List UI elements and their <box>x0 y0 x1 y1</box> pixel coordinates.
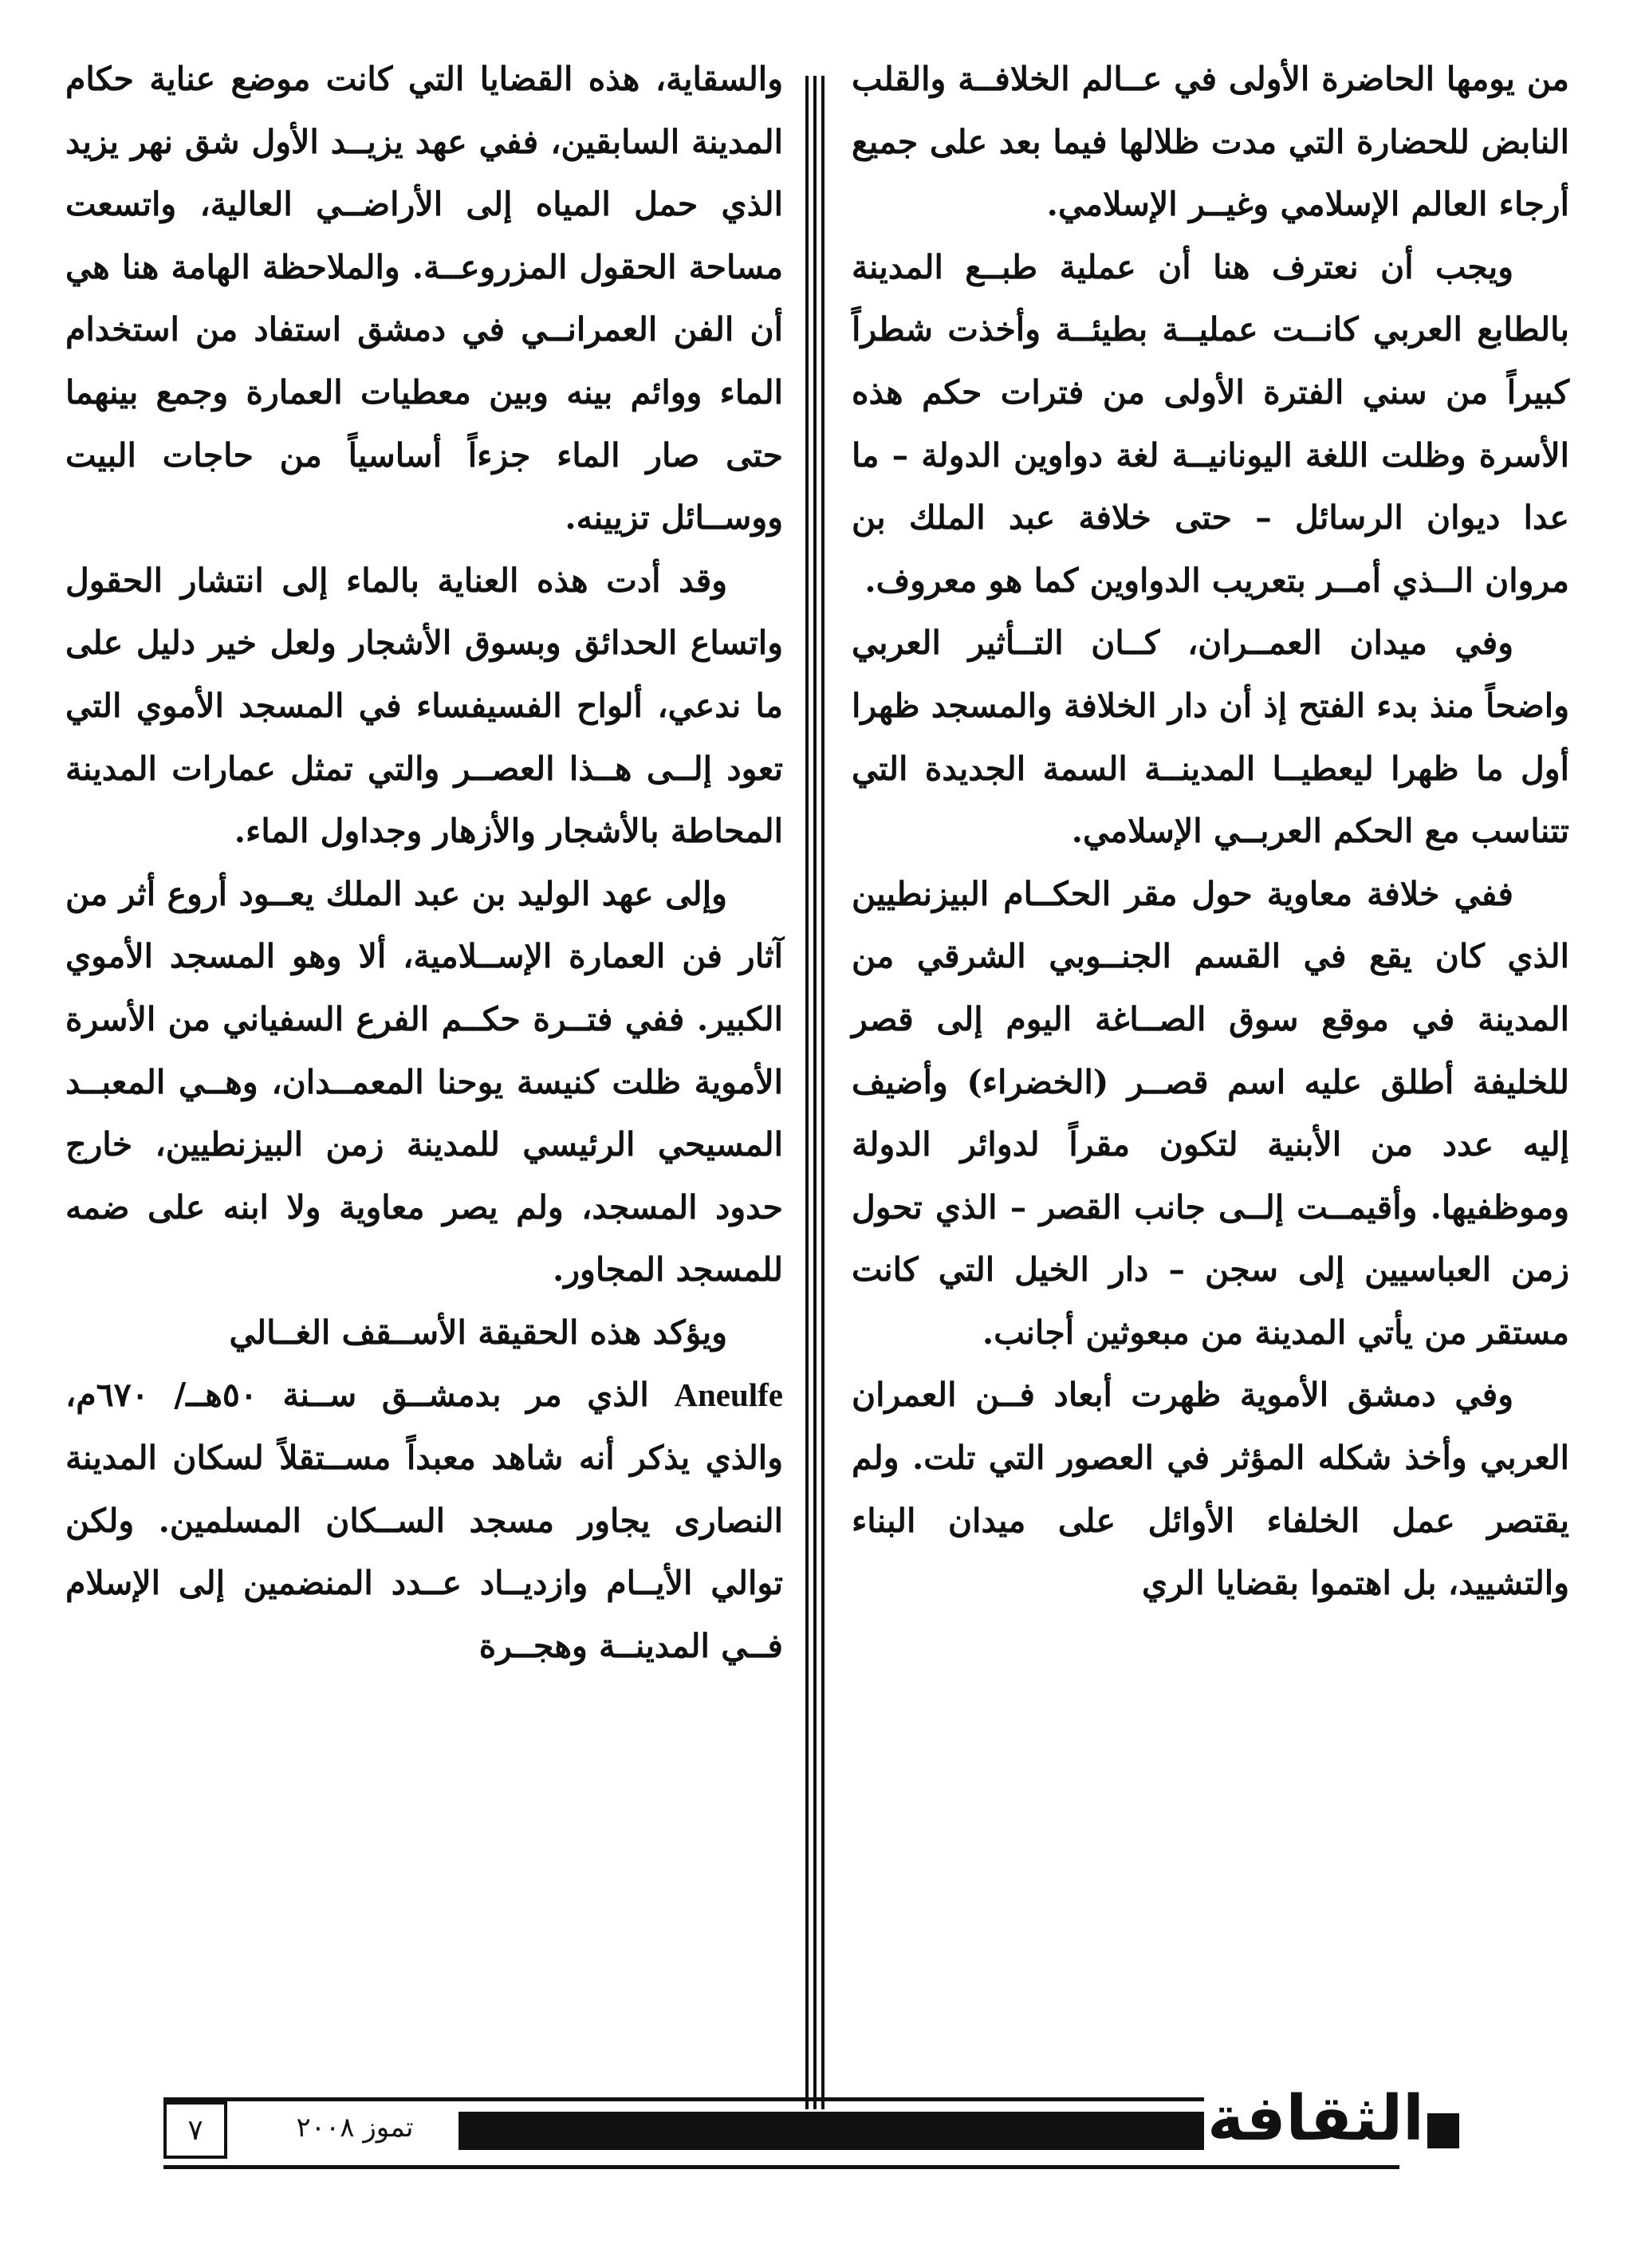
paragraph: من يومها الحاضرة الأولى في عــالم الخلافــة والقلب النابض للحضارة التي مدت ظلالها فيما بعد على جميع أرجاء العالم الإسلامي وغيــر الإسلامي. <box>852 60 1569 224</box>
latin-name: Aneulfe <box>674 1376 783 1414</box>
paragraph: وقد أدت هذه العناية بالماء إلى انتشار الحقول واتساع الحدائق وبسوق الأشجار ولعل خير دليل على ما ندعي، ألواح الفسيفساء في المسجد الأموي التي تعود إلــى هــذا العصــر والتي تمثل عمارات المدينة المحاطة بالأشجار والأزهار وجداول الماء. <box>65 561 783 851</box>
column-divider <box>805 76 809 2109</box>
column-divider <box>821 76 824 2109</box>
paragraph-text: الذي مر بدمشــق ســنة ٥٠هــ/ ٦٧٠م، والذي يذكر أنه شاهد معبداً مســتقلاً لسكان المدينة النصارى يجاور مسجد الســكان المسلمين. ولكن توالي الأيــام وازديــاد عــدد المنضمين إلى الإسلام فــي المدينــة وهجــرة <box>65 1376 783 1665</box>
paragraph: والسقاية، هذه القضايا التي كانت موضع عناية حكام المدينة السابقين، ففي عهد يزيــد الأول شق نهر يزيد الذي حمل المياه إلى الأراضــي العالية، واتسعت مساحة الحقول المزروعــة. والملاحظة الهامة هنا هي أن الفن العمرانــي في دمشق استفاد من استخدام الماء ووائم بينه وبين معطيات العمارة وجمع بينهما حتى صار الماء جزءاً أساسياً من حاجات البيت ووســائل تزيينه. <box>65 60 783 537</box>
paragraph: ففي خلافة معاوية حول مقر الحكــام البيزنطيين الذي كان يقع في القسم الجنــوبي الشرقي من المدينة في موقع سوق الصــاغة اليوم إلى قصر للخليفة أطلق عليه اسم قصــر (الخضراء) وأضيف إليه عدد من الأبنية لتكون مقراً لدوائر الدولة وموظفيها. وأقيمــت إلــى جانب القصر – الذي تحول زمن العباسيين إلى سجن – دار الخيل التي كانت مستقر من يأتي المدينة من مبعوثين أجانب. <box>852 874 1569 1352</box>
page-number: ٧ <box>163 2101 227 2159</box>
paragraph: وإلى عهد الوليد بن عبد الملك يعــود أروع أثر من آثار فن العمارة الإســلامية، ألا وهو المسجد الأموي الكبير. ففي فتــرة حكــم الفرع السفياني من الأسرة الأموية ظلت كنيسة يوحنا المعمــدان، وهــي المعبــد المسيحي الرئيسي للمدينة زمن البيزنطيين، خارج حدود المسجد، ولم يصر معاوية ولا ابنه على ضمه للمسجد المجاور. <box>65 874 784 1290</box>
paragraph: وفي دمشق الأموية ظهرت أبعاد فــن العمران العربي وأخذ شكله المؤثر في العصور التي تلت. ولم يقتصر عمل الخلفاء الأوائل على ميدان البناء والتشييد، بل اهتموا بقضايا الري <box>852 1376 1569 1603</box>
magazine-logo: الثقافة <box>1204 2075 1427 2163</box>
paragraph <box>65 1301 783 1678</box>
article-column-left <box>65 48 783 1677</box>
column-divider <box>813 76 817 2109</box>
article-column-right <box>852 48 1569 1615</box>
footer-rule <box>163 2165 1399 2169</box>
paragraph-text: ويؤكد هذه الحقيقة الأســقف الغــالي <box>229 1313 727 1352</box>
issue-date: تموز ٢٠٠٨ <box>296 2112 414 2144</box>
paragraph: وفي ميدان العمــران، كــان التــأثير العربي واضحاً منذ بدء الفتح إذ أن دار الخلافة والمسجد ظهرا أول ما ظهرا ليعطيــا المدينــة السمة الجديدة التي تتناسب مع الحكم العربــي الإسلامي. <box>852 624 1569 851</box>
paragraph: ويجب أن نعترف هنا أن عملية طبــع المدينة بالطابع العربي كانــت عمليــة بطيئــة وأخذت شطراً كبيراً من سني الفترة الأولى من فترات حكم هذه الأسرة وظلت اللغة اليونانيــة لغة دواوين الدولة – ما عدا ديوان الرسائل – حتى خلافة عبد الملك بن مروان الــذي أمــر بتعريب الدواوين كما هو معروف. <box>852 247 1569 600</box>
